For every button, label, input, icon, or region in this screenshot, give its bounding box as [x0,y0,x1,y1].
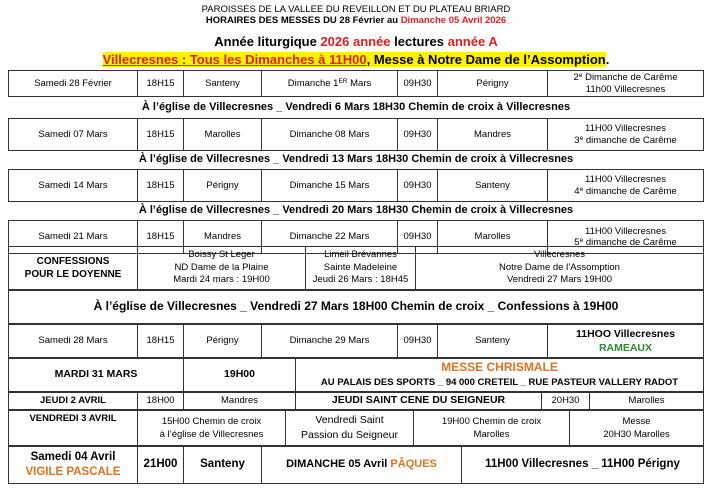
header-parishes: PAROISSES DE LA VALLEE DU REVEILLON ET DU PLATEAU BRIARD [201,4,511,15]
sunday-cell: Dimanche 15 Mars [261,170,397,201]
note-text: Dimanche de Carême [582,72,678,83]
note-sup: e [579,237,584,244]
header-schedule [0,15,712,26]
note-num: 2 [573,72,579,83]
chemin-croix-1: 15H00 Chemin de croix [161,416,262,427]
band-20-mars: À l’église de Villecresnes _ Vendredi 20 Mars 18H30 Chemin de croix à Villecresnes [138,204,574,216]
confession-limeil-3: Jeudi 26 Mars : 18H45 [312,274,409,286]
time-cell: 09H30 [397,325,437,357]
confession-limeil-1: Limeil Brévannes [324,249,397,261]
annee-year: 2026 année [320,34,391,49]
confession-limeil [305,247,415,289]
confessions-label-1: CONFESSIONS [36,256,110,267]
note-sup: e [579,185,584,193]
note-cell [547,325,703,357]
chemin-croix-cell [137,411,285,445]
time-cell: 18H00 [137,393,183,409]
time-cell: 09H30 [397,221,437,253]
note-text2: dimanche de Carême [583,185,677,197]
schedule-row-28-fevrier [8,70,704,97]
place-cell: Santeny [437,325,547,357]
note-sup: e [579,134,584,142]
confession-villecresnes-1: Villecresnes [533,249,586,261]
sunday-cell: Dimanche 29 Mars [261,325,397,357]
schedule-row-07-mars [8,118,704,151]
good-friday-cell [285,411,413,445]
marolles-croix-2: Marolles [473,429,510,440]
rameaux-label: RAMEAUX [598,342,653,354]
confession-villecresnes [415,247,703,289]
schedule-row-2-avril [8,392,704,410]
note-text: 11H00 Villecresnes [585,225,666,237]
place-cell: Mandres [183,393,295,409]
day-cell: VENDREDI 3 AVRIL [29,413,117,424]
sunday-cell [261,71,397,96]
day-cell: Samedi 28 Février [34,77,112,89]
sunday-cell: Dimanche 22 Mars [261,221,397,253]
day-cell: Samedi 28 Mars [38,335,108,347]
marolles-croix-1: 19H00 Chemin de croix [441,416,542,427]
place-cell: Mandres [437,119,547,150]
marolles-croix-cell [413,411,569,445]
time-cell: 09H30 [397,71,437,96]
chrismale-place: AU PALAIS DES SPORTS _ 94 000 CRETEIL _ RUE PASTEUR VALLERY RADOT [320,377,679,388]
place-cell: Marolles [183,119,261,150]
note-cell [547,119,703,150]
sunday-month: Mars [347,77,372,89]
place-cell: Marolles [437,221,547,253]
easter-day: DIMANCHE 05 Avril [286,458,391,471]
place-cell: Périgny [437,71,547,96]
banner-dot: . [605,52,610,67]
confession-villecresnes-3: Vendredi 27 Mars 19H00 [506,274,613,286]
note-text: 11H00 Villecresnes [585,174,666,185]
time-cell: 18H15 [137,170,183,201]
place-cell: Santeny [437,170,547,201]
schedule-row-4-avril [8,446,704,484]
vigil-label: VIGILE PASCALE [25,466,121,478]
sunday-sup: ER [338,77,348,85]
header-schedule-end: Dimanche 05 Avril 2026 [400,15,507,26]
sunday-cell: Dimanche 08 Mars [261,119,397,150]
note-text: 11H00 Villecresnes [585,123,666,134]
time-cell: 18H15 [137,71,183,96]
note-num: 3 [574,134,580,146]
banner-left: Villecresnes : Tous les Dimanches à 11H00 [102,52,367,67]
place-cell: Mandres [183,221,261,253]
time-cell: 09H30 [397,170,437,201]
band-6-mars: À l’église de Villecresnes _ Vendredi 6 Mars 18H30 Chemin de croix à Villecresnes [141,101,571,113]
schedule-row-3-avril [8,410,704,446]
note-num: 5 [574,237,580,248]
place-cell: Périgny [183,325,261,357]
sunday-text: Dimanche 1 [287,77,339,89]
confession-limeil-2: Sainte Madeleine [323,261,398,273]
day-cell: Samedi 07 Mars [38,128,108,140]
confession-boissy [137,247,305,289]
band-27-mars-box [8,290,704,324]
easter-masses: 11H00 Villecresnes _ 11H00 Périgny [461,447,703,483]
note-sup: e [578,72,583,79]
schedule-row-14-mars [8,169,704,202]
place-cell: Périgny [183,170,261,201]
place-cell: Santeny [183,71,261,96]
note-num: 4 [574,185,580,197]
confession-villecresnes-2: Notre Dame de l’Assomption [499,261,620,273]
note-text2: dimanche de Carême [583,134,677,146]
place-cell: Marolles [589,393,703,409]
messe-2: 20H30 Marolles [603,429,670,440]
day-cell: Samedi 21 Mars [38,231,108,243]
confessions-label [9,247,137,289]
time-cell: 18H15 [137,119,183,150]
confession-boissy-3: Mardi 24 mars : 19H00 [173,274,270,286]
place-cell: Santeny [183,447,261,483]
holy-thursday-cell: JEUDI SAINT CENE DU SEIGNEUR [295,393,541,409]
schedule-row-28-mars [8,324,704,358]
band-13-mars: À l’église de Villecresnes _ Vendredi 13 Mars 18H30 Chemin de croix à Villecresnes [138,153,574,165]
day-cell: JEUDI 2 AVRIL [40,395,106,407]
time-cell: 21H00 [137,447,183,483]
chemin-croix-2: à l’église de Villecresnes [159,429,264,440]
time-cell: 18H15 [137,221,183,253]
day-cell: MARDI 31 MARS [54,368,138,381]
vigil-day: Samedi 04 Avril [30,451,116,463]
vigil-cell [9,447,137,483]
time-cell: 20H30 [541,393,589,409]
chrismale-cell [295,359,703,391]
good-friday-2: Passion du Seigneur [301,429,398,441]
band-27-mars: À l’église de Villecresnes _ Vendredi 27 Mars 18H00 Chemin de croix _ Confessions à 19H00 [93,299,619,314]
time-cell: 19H00 [183,359,295,391]
good-friday-1: Vendredi Saint [315,414,384,426]
note-text: 11HOO Villecresnes [575,328,676,340]
note-cell [547,71,703,96]
easter-cell [261,447,461,483]
chrismale-title: MESSE CHRISMALE [441,360,558,374]
banner-right: , Messe à Notre Dame de l’Assomption [366,52,606,67]
annee-mid: lectures [390,34,448,49]
confession-boissy-1: Boissy St Leger [188,249,255,261]
schedule-row-31-mars [8,358,704,392]
time-cell: 09H30 [397,119,437,150]
day-cell: Samedi 14 Mars [38,179,108,191]
annee-lecture: année A [447,34,498,49]
note-cell [547,170,703,201]
villecresnes-banner [84,52,628,68]
confessions-label-2: POUR LE DOYENNE [24,269,122,280]
annee-prefix: Année liturgique [214,34,321,49]
liturgical-year [0,34,712,50]
header-schedule-prefix: HORAIRES DES MESSES DU 28 Février au [205,15,401,26]
time-cell: 18H15 [137,325,183,357]
note-text2: dimanche de Carême [583,237,677,248]
easter-label: PÂQUES [390,458,437,471]
messe-cell [569,411,703,445]
messe-1: Messe [622,416,651,427]
confession-boissy-2: ND Dame de la Plaine [174,261,269,273]
note-text2: 11h00 Villecresnes [585,83,666,95]
confessions-row [8,246,704,290]
